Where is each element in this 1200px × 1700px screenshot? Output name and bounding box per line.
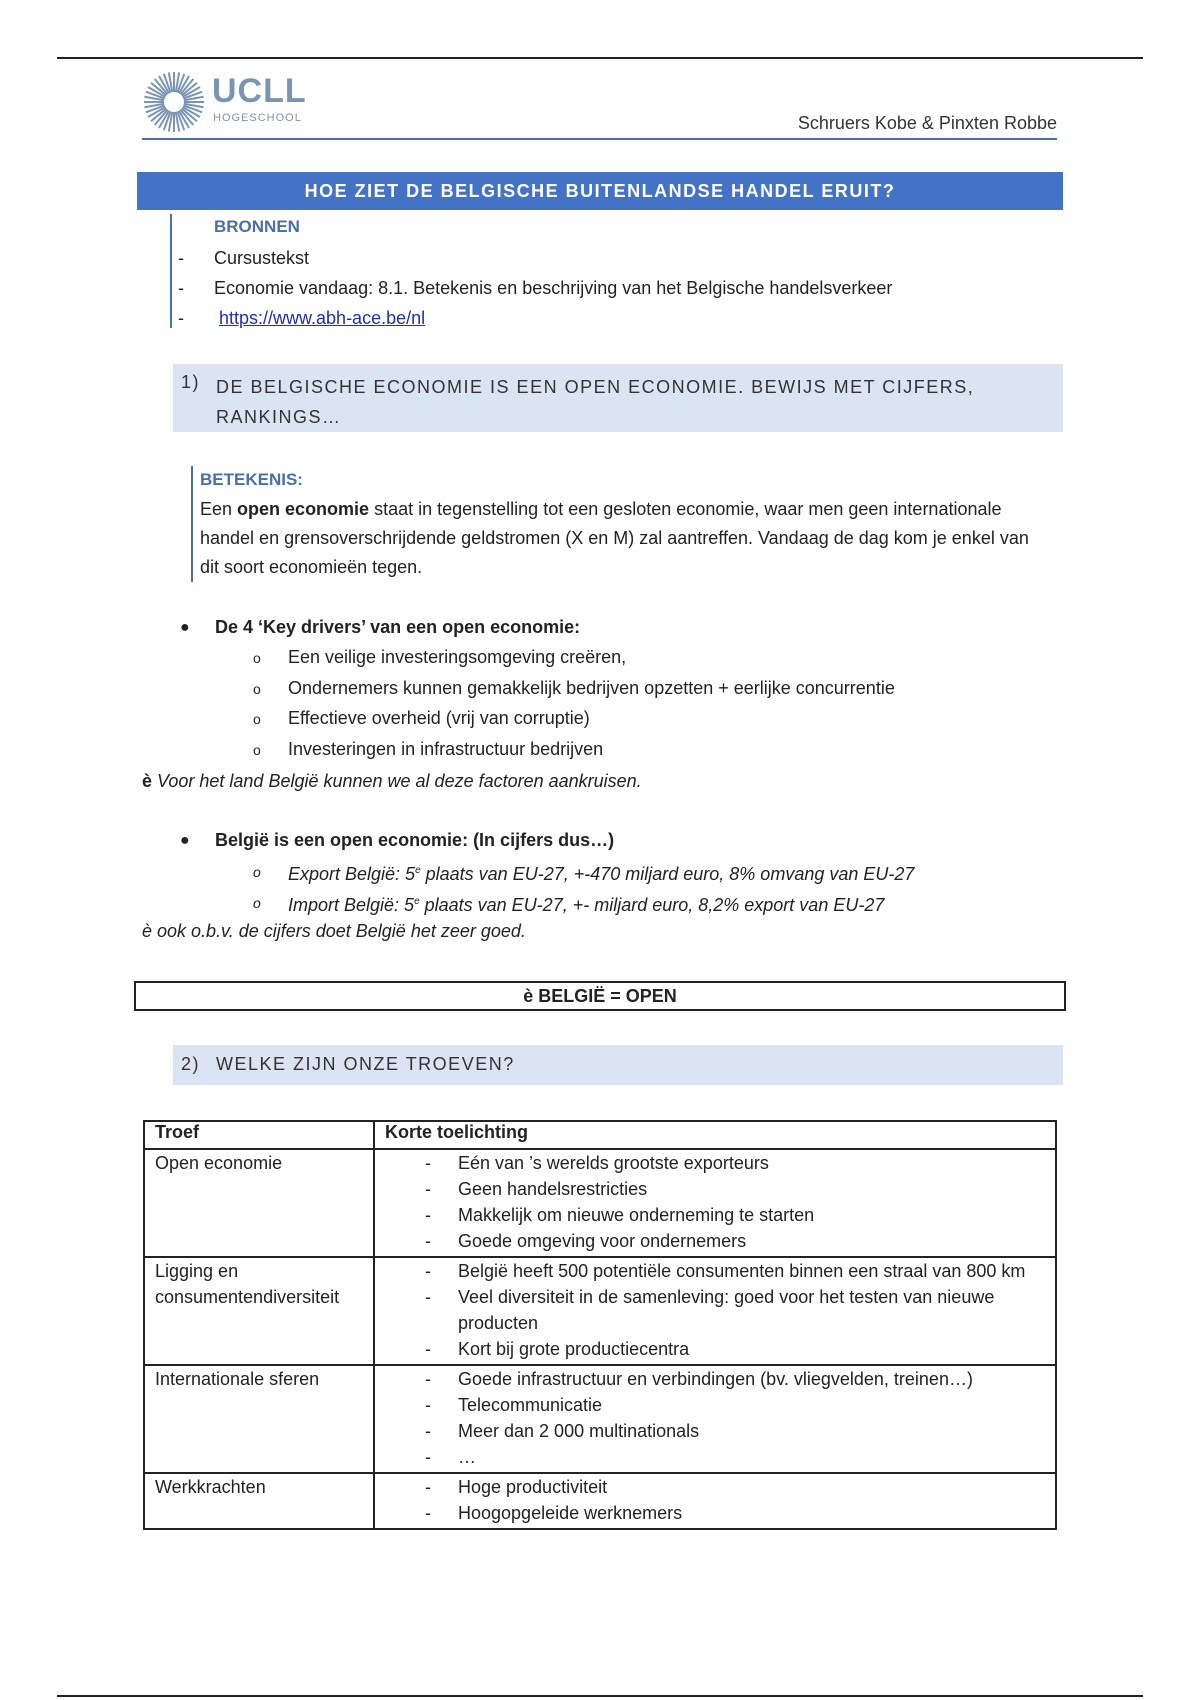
belgie-open-box: è BELGIË = OPEN [134,981,1066,1011]
circle-bullet-icon: o [253,864,261,880]
section-title: WELKE ZIJN ONZE TROEVEN? [216,1054,515,1074]
list-item: - Veel diversiteit in de samenleving: goed voor het testen van nieuwe producten [425,1287,995,1333]
sunburst-logo-icon [142,70,206,134]
table-row [144,1365,1056,1473]
logo-subtitle: HOGESCHOOL [213,112,302,124]
list-item: - Goede omgeving voor ondernemers [425,1231,747,1251]
troef-cell: Ligging en consumentendiversiteit [144,1257,374,1365]
circle-bullet-icon: o [253,741,261,758]
top-rule [57,57,1143,59]
logo-wordmark: UCLL [212,72,307,110]
arrow-icon: è [142,771,153,791]
section-1-heading [173,364,1063,432]
bullet-icon: ● [180,619,190,636]
column-header-troef: Troef [144,1121,374,1149]
list-item: - Cursustekst [178,248,310,268]
key-drivers-heading: De 4 ‘Key drivers’ van een open economie: [215,617,581,637]
section-title: DE BELGISCHE ECONOMIE IS EEN OPEN ECONOMIE. BEWIJS MET CIJFERS, RANKINGS… [216,377,975,427]
bottom-rule [57,1695,1143,1697]
betekenis-text: Een open economie staat in tegenstelling tot een gesloten economie, waar men geen internationale handel en grensoverschrijdende geldstromen (X en M) zal aantreffen. Vandaag de dag kom je enkel van dit soort economieën tegen. [200,499,1029,577]
list-item: o Een veilige investeringsomgeving creëren, [250,645,895,676]
toelichting-cell [374,1149,1056,1257]
betekenis-border [191,466,193,582]
list-item: - … [425,1447,476,1467]
open-economie-term: open economie [237,499,370,519]
section-2-heading [173,1045,1063,1085]
list-item: - Geen handelsrestricties [425,1179,648,1199]
circle-bullet-icon: o [253,711,261,727]
circle-bullet-icon: o [253,680,261,697]
list-item: - Economie vandaag: 8.1. Betekenis en beschrijving van het Belgische handelsverkeer [178,278,893,298]
bullet-icon: ● [180,832,190,849]
list-item: o Ondernemers kunnen gemakkelijk bedrijven opzetten + eerlijke concurrentie [250,676,895,707]
list-item: - Hoge productiviteit [425,1477,608,1497]
table-row [144,1473,1056,1529]
header-underline [142,138,1057,140]
list-item: - Eén van ’s werelds grootste exporteurs [425,1153,769,1173]
list-item: - Makkelijk om nieuwe onderneming te starten [425,1205,815,1225]
section-number: 2) [181,1054,201,1074]
cijfers-conclusion: è ook o.b.v. de cijfers doet België het zeer goed. [142,921,526,941]
list-item: o Import België: 5e plaats van EU-27, +- miljard euro, 8,2% export van EU-27 [250,890,914,921]
betekenis-title: BETEKENIS: [200,470,303,489]
table-row [144,1257,1056,1365]
document-title: HOE ZIET DE BELGISCHE BUITENLANDSE HANDEL ERUIT? [137,172,1063,210]
authors: Schruers Kobe & Pinxten Robbe [797,113,1057,133]
abh-ace-link[interactable]: https://www.abh-ace.be/nl [219,308,426,328]
list-item: - Meer dan 2 000 multinationals [425,1421,700,1441]
list-item: - https://www.abh-ace.be/nl [178,308,426,328]
section-number: 1) [181,372,201,392]
key-drivers-list [250,645,895,767]
troeven-table [143,1120,1057,1530]
list-item: - België heeft 500 potentiële consumenten binnen een straal van 800 km [425,1261,1026,1281]
table-header-row [144,1121,1056,1149]
troef-cell: Open economie [144,1149,374,1257]
toelichting-cell [374,1257,1056,1365]
ucll-logo [142,70,312,136]
toelichting-cell [374,1473,1056,1529]
list-item: - Kort bij grote productiecentra [425,1339,690,1359]
circle-bullet-icon: o [253,894,261,911]
toelichting-cell [374,1365,1056,1473]
list-item: - Goede infrastructuur en verbindingen (bv. vliegvelden, treinen…) [425,1369,973,1389]
bronnen-title: BRONNEN [214,217,300,236]
column-header-toelichting: Korte toelichting [374,1121,1056,1149]
circle-bullet-icon: o [253,650,261,666]
list-item: o Investeringen in infrastructuur bedrijven [250,737,895,768]
list-item: o Effectieve overheid (vrij van corruptie) [250,706,895,737]
list-item: - Hoogopgeleide werknemers [425,1503,683,1523]
list-item: o Export België: 5e plaats van EU-27, +-470 miljard euro, 8% omvang van EU-27 [250,859,914,890]
bronnen-border [170,214,172,328]
bronnen-list [178,246,892,336]
table-row [144,1149,1056,1257]
cijfers-list [250,859,914,920]
troef-cell: Internationale sferen [144,1365,374,1473]
cijfers-heading: België is een open economie: (In cijfers dus…) [215,830,615,850]
troef-cell: Werkkrachten [144,1473,374,1529]
list-item: - Telecommunicatie [425,1395,603,1415]
key-drivers-conclusion: è Voor het land België kunnen we al deze factoren aankruisen. [142,771,642,791]
